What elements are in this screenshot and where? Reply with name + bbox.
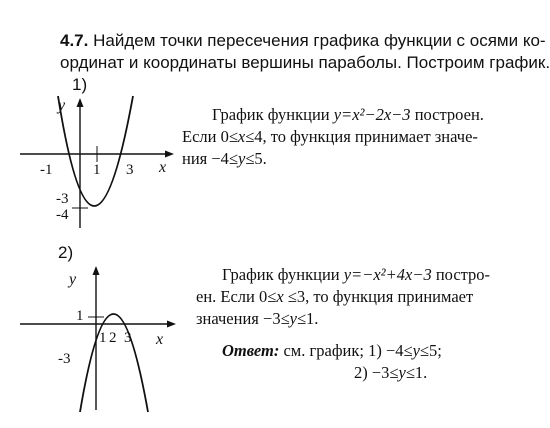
part1-label: 1) (72, 75, 88, 94)
problem-number: 4.7. (60, 31, 89, 50)
part2-tick-2: 2 (109, 330, 117, 346)
part1-tick-m4: -4 (56, 207, 69, 223)
part1-tick-3: 3 (126, 162, 134, 178)
part1-parabola (58, 96, 133, 206)
part2-line3: значения −3≤y≤1. (196, 309, 319, 328)
part2-x-arrow (167, 321, 176, 328)
part2-line2: ен. Если 0≤x ≤3, то функция принимает (196, 287, 474, 306)
part1-formula: y=x²−2x−3 (333, 105, 411, 124)
part1-line1: График функции y=x²−2x−3 построен. (212, 105, 484, 124)
part2-tick-y1: 1 (76, 308, 84, 324)
part2-line1: График функции y=−x²+4x−3 постро- (222, 265, 491, 284)
part1-tick-m3: -3 (56, 191, 69, 207)
part2-x-label: x (156, 331, 164, 348)
part1-tick-1: 1 (93, 162, 101, 178)
part2-formula: y=−x²+4x−3 (343, 265, 432, 284)
part1-x-label: x (159, 159, 167, 176)
part2-tick-m3: -3 (58, 351, 71, 367)
part2-label: 2) (58, 243, 74, 262)
part2-tick-1: 1 (99, 330, 107, 346)
part1-tick-m1: -1 (40, 162, 53, 178)
problem-intro-line2: ординат и координаты вершины параболы. Построим график. (60, 53, 550, 72)
answer-line1: Ответ: см. график; 1) −4≤y≤5; (222, 341, 442, 360)
answer-line2: 2) −3≤y≤1. (354, 363, 428, 382)
part1-line2: Если 0≤x≤4, то функция принимает значе- (182, 127, 478, 146)
part2-parabola (80, 314, 148, 412)
part2-graph (20, 262, 190, 412)
part1-graph (18, 92, 183, 232)
problem-intro-line1 (60, 30, 546, 52)
answer-label: Ответ: (222, 341, 280, 360)
part1-y-label: y (58, 97, 66, 114)
part1-x-arrow (165, 151, 174, 158)
part2-y-arrow (93, 266, 100, 275)
part2-y-label: y (69, 271, 77, 288)
part2-tick-3: 3 (124, 330, 132, 346)
problem-intro-text: Найдем точки пересечения графика функции с осями ко- (93, 31, 546, 50)
part1-y-arrow (77, 98, 84, 107)
part1-line3: ния −4≤y≤5. (182, 149, 267, 168)
